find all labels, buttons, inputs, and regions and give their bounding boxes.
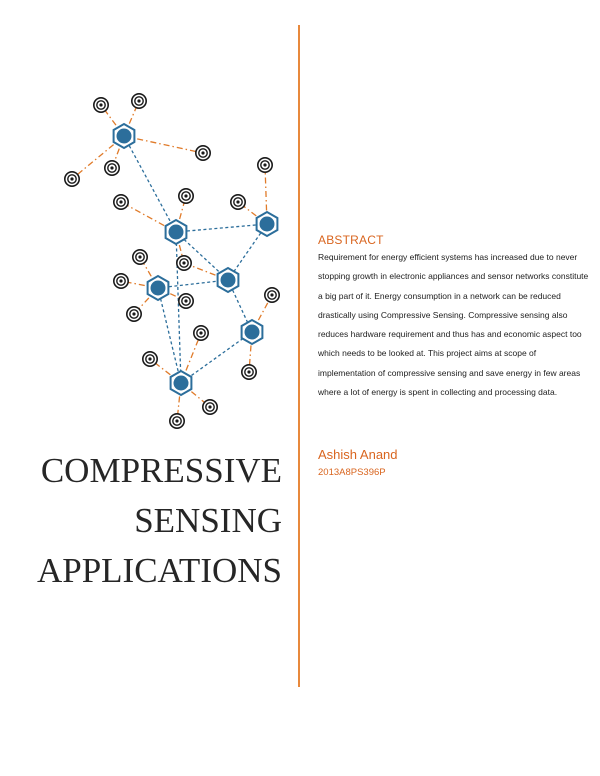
sensor-node-icon [114,274,128,288]
cover-title-line-3: APPLICATIONS [36,551,282,590]
sensor-node-icon [242,365,256,379]
sensor-node-icon [133,250,147,264]
network-illustration [55,85,295,435]
hub-node-icon [114,124,135,148]
hub-node-icon [218,268,239,292]
hub-link [158,288,181,383]
sensor-node-icon [114,195,128,209]
sensor-node-icon [196,146,210,160]
sensor-node-icon [143,352,157,366]
sensor-spoke [124,136,203,153]
abstract-heading: ABSTRACT [318,233,384,247]
hub-node-icon [171,371,192,395]
sensor-node-icon [170,414,184,428]
abstract-body: Requirement for energy efficient systems has increased due to never stopping growth in electronic appliances and sensor networks constitute a big part of it. Energy consumption in a network can be reduced drastically using Compressive Sensing. Compressive sensing also reduces hardware requirement and thus has and economic aspect too which needs to be looked at. This project aims at scope of implementation of compressive sensing and save energy in few areas where a lot of energy is spent in collecting and processing data. [318,252,589,398]
author-name: Ashish Anand [318,447,398,462]
cover-title-line-2: SENSING [134,501,282,540]
hub-node-icon [257,212,278,236]
sensor-node-icon [203,400,217,414]
sensor-node-icon [65,172,79,186]
student-id: 2013A8PS396P [318,467,386,478]
sensor-node-icon [105,161,119,175]
sensor-node-icon [258,158,272,172]
sensor-node-icon [132,94,146,108]
sensor-node-icon [231,195,245,209]
cover-title-line-1: COMPRESSIVE [40,451,282,490]
vertical-divider [298,25,300,687]
hub-node-icon [148,276,169,300]
sensor-node-icon [194,326,208,340]
sensor-node-icon [177,256,191,270]
hub-link [176,232,181,383]
hub-node-icon [166,220,187,244]
sensor-node-icon [179,189,193,203]
sensor-node-icon [94,98,108,112]
sensor-node-icon [179,294,193,308]
sensor-node-icon [265,288,279,302]
sensor-node-icon [127,307,141,321]
hub-node-icon [242,320,263,344]
hub-link [176,224,267,232]
